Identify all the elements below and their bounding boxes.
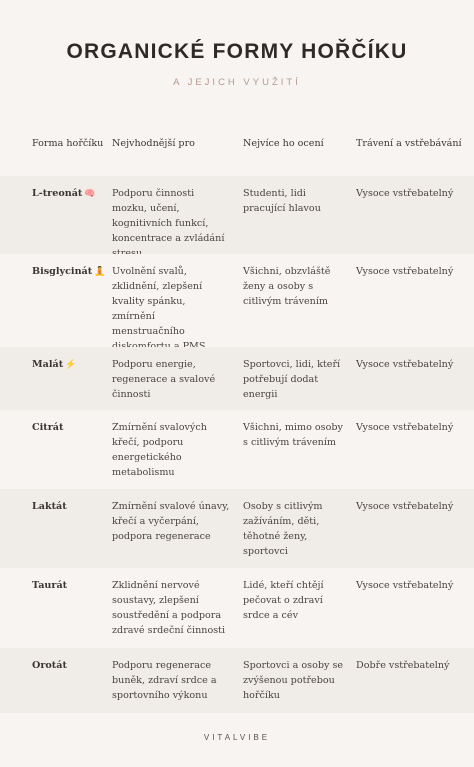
table-row: [0, 568, 474, 648]
row-best-for: Zmírnění svalových křečí, podporu energetického metabolismu: [112, 422, 207, 478]
header-appreciated-by: Nejvíce ho ocení: [243, 138, 324, 149]
row-form: Citrát: [32, 422, 64, 433]
page-title: ORGANICKÉ FORMY HOŘČÍKU: [66, 40, 408, 63]
row-absorption: Vysoce vstřebatelný: [356, 422, 454, 433]
row-form: Malát ⚡: [32, 359, 77, 370]
table-row: [0, 410, 474, 489]
header-absorption: Trávení a vstřebávání: [356, 138, 462, 149]
table-row: [0, 489, 474, 568]
row-best-for: Podporu regenerace buněk, zdraví srdce a sportovního výkonu: [112, 660, 217, 701]
row-appreciated-by: Všichni, obzvláště ženy a osoby s citlivým trávením: [243, 266, 331, 307]
row-absorption: Vysoce vstřebatelný: [356, 580, 454, 591]
row-form: Orotát: [32, 660, 67, 671]
row-best-for: Uvolnění svalů, zklidnění, zlepšení kvality spánku, zmírnění menstruačního: [112, 266, 203, 337]
table-row: [0, 176, 474, 254]
table-row: [0, 347, 474, 410]
row-appreciated-by: Lidé, kteří chtějí pečovat o zdraví srdce a cév: [243, 580, 324, 621]
row-absorption: Vysoce vstřebatelný: [356, 188, 454, 199]
table-row: [0, 254, 474, 347]
row-absorption: Vysoce vstřebatelný: [356, 266, 454, 277]
header-best-for: Nejvhodnější pro: [112, 138, 195, 149]
meditation-icon: 🧘: [94, 267, 106, 277]
row-best-for: Podporu energie, regenerace a svalové činnosti: [112, 359, 216, 400]
row-best-for: Zmírnění svalové únavy, křečí a vyčerpání, podpora regenerace: [112, 501, 230, 542]
header-form: Forma hořčíku: [32, 138, 104, 149]
row-absorption: Vysoce vstřebatelný: [356, 501, 454, 512]
row-appreciated-by: Osoby s citlivým zažíváním, děti, těhotné ženy, sportovci: [243, 501, 323, 557]
row-appreciated-by: Studenti, lidi pracující hlavou: [243, 188, 321, 214]
row-best-for: Zklidnění nervové soustavy, zlepšení soustředění a podpora zdravé srdeční činnosti: [112, 580, 226, 636]
brain-icon: 🧠: [84, 189, 96, 199]
row-form: Taurát: [32, 580, 68, 591]
row-appreciated-by: Všichni, mimo osoby s citlivým trávením: [243, 422, 343, 448]
row-absorption: Vysoce vstřebatelný: [356, 359, 454, 370]
page-subtitle: A JEJICH VYUŽITÍ: [173, 77, 301, 88]
table-header: [0, 136, 474, 172]
row-form: Bisglycinát 🧘: [32, 266, 106, 277]
row-form: Laktát: [32, 501, 67, 512]
row-appreciated-by: Sportovci, lidi, kteří potřebují dodat energii: [243, 359, 341, 400]
row-appreciated-by: Sportovci a osoby se zvýšenou potřebou hořčíku: [243, 660, 344, 701]
row-best-for: Podporu činnosti mozku, učení, kognitivních funkcí, koncentrace a zvládání: [112, 188, 225, 244]
row-absorption: Dobře vstřebatelný: [356, 660, 450, 671]
table-row: [0, 648, 474, 713]
lightning-icon: ⚡: [65, 360, 77, 370]
brand-footer: VITALVIBE: [203, 733, 271, 742]
row-form: L-treonát 🧠: [32, 188, 96, 199]
